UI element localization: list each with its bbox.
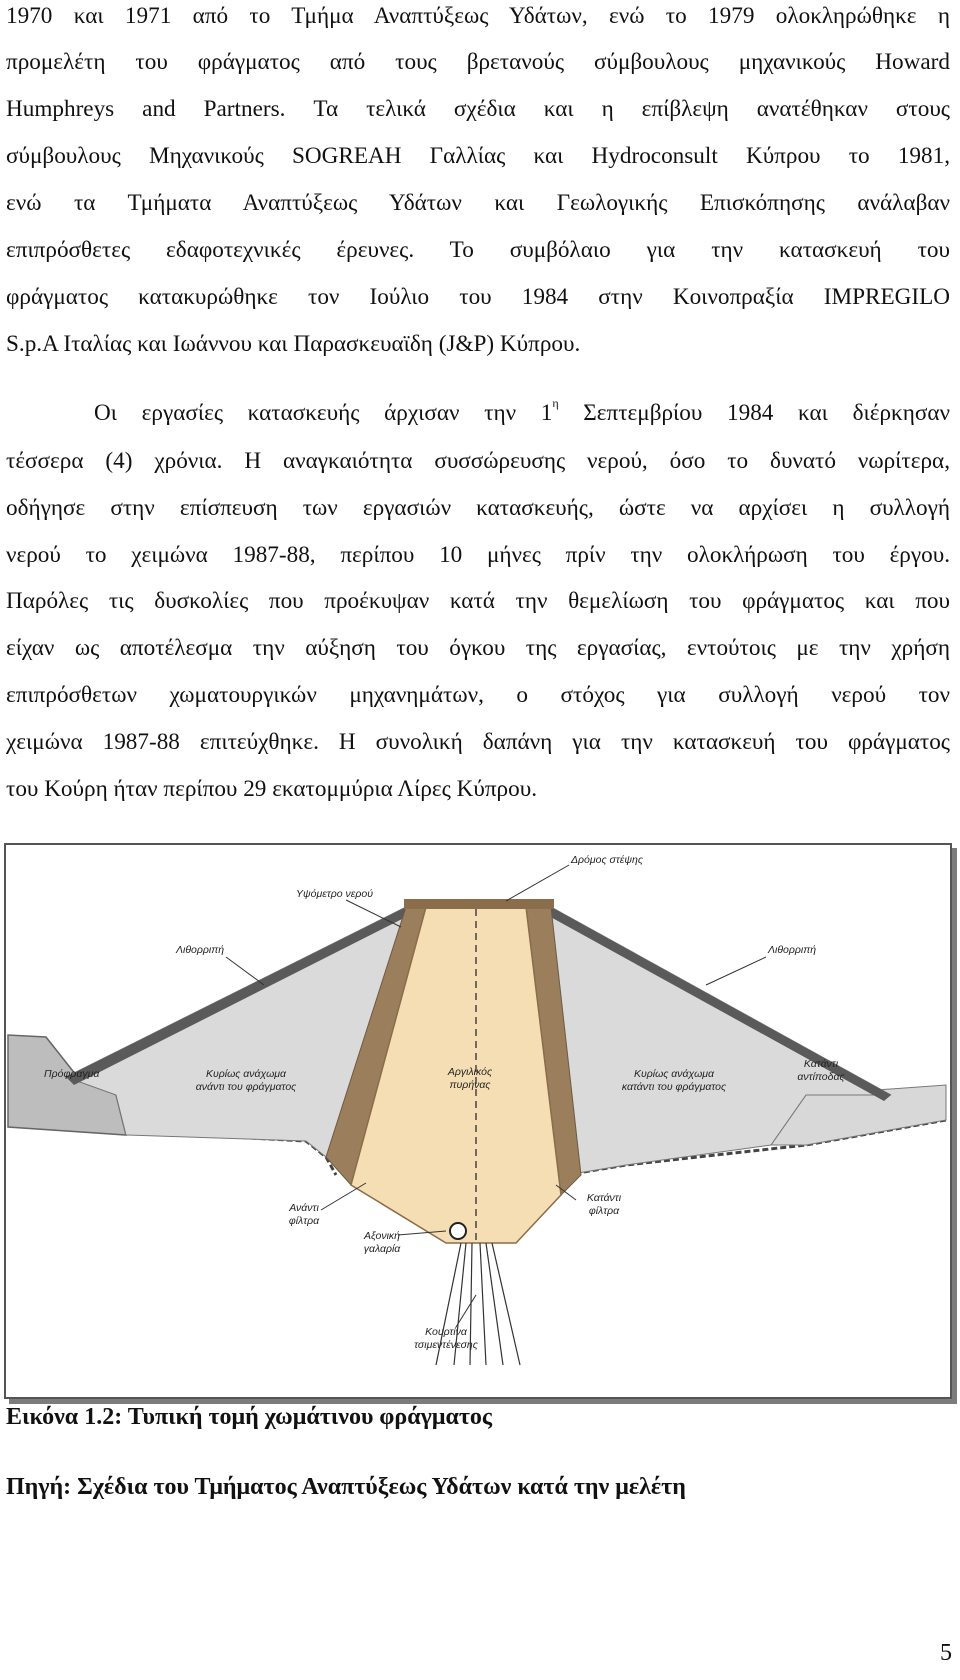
label-clay-core-1: Αργιλικός <box>447 1066 493 1078</box>
text-line: νερού το χειμώνα 1987-88, περίπου 10 μήνες πρίν την ολοκλήρωση του έργου. <box>6 542 950 568</box>
figure-source: Πηγή: Σχέδια του Τμήματος Αναπτύξεως Υδάτων κατά την μελέτη <box>6 1474 686 1500</box>
label-toe-1: Κατάντι <box>803 1058 839 1070</box>
crest-road <box>404 899 554 909</box>
label-riprap-left: Λιθορριπή <box>176 944 225 956</box>
label-clay-core-2: πυρήνας <box>449 1079 491 1091</box>
page-number: 5 <box>940 1640 952 1666</box>
text-line: επιπρόσθετες εδαφοτεχνικές έρευνες. Το συμβόλαιο για την κατασκευή του <box>6 237 950 263</box>
text-line: είχαν ως αποτέλεσμα την αύξηση του όγκου της εργασίας, εντούτοις με την χρήση <box>6 635 950 661</box>
label-downstream-fill-1: Κυρίως ανάχωμα <box>633 1068 715 1080</box>
text-line: επιπρόσθετων χωματουργικών μηχανημάτων, ο στόχος για συλλογή νερού τον <box>6 682 950 708</box>
text-line: ενώ τα Τμήματα Αναπτύξεως Υδάτων και Γεωλογικής Επισκόπησης ανάλαβαν <box>6 190 950 216</box>
text-line: οδήγησε στην επίσπευση των εργασιών κατασκευής, ώστε να αρχίσει η συλλογή <box>6 495 950 521</box>
label-filter-down-2: φίλτρα <box>588 1205 620 1217</box>
label-curtain-2: τσιμεντένεσης <box>414 1339 478 1351</box>
axial-gallery <box>450 1223 466 1239</box>
text-line: Παρόλες τις δυσκολίες που προέκυψαν κατά την θεμελίωση του φράγματος και που <box>6 588 950 614</box>
dam-diagram <box>6 845 950 1397</box>
label-upstream-fill-2: ανάντι του φράγματος <box>195 1081 297 1093</box>
text-line: Humphreys and Partners. Τα τελικά σχέδια και η επίβλεψη ανατέθηκαν στους <box>6 96 950 122</box>
text-line: S.p.A Ιταλίας και Ιωάννου και Παρασκευαϊδη (J&P) Κύπρου. <box>6 331 581 357</box>
label-crest-road: Δρόμος στέψης <box>571 854 643 866</box>
text-line: σύμβουλους Μηχανικούς SOGREAH Γαλλίας και Hydroconsult Κύπρου το 1981, <box>6 143 950 169</box>
label-downstream-fill-2: κατάντι του φράγματος <box>621 1081 727 1093</box>
text-line: χειμώνα 1987-88 επιτεύχθηκε. Η συνολική δαπάνη για την κατασκευή του φράγματος <box>6 729 950 755</box>
figure-caption: Εικόνα 1.2: Τυπική τομή χωμάτινου φράγματος <box>6 1404 493 1430</box>
text-line: 1970 και 1971 από το Τμήμα Αναπτύξεως Υδάτων, ενώ το 1979 ολοκληρώθηκε η <box>6 3 950 29</box>
text-line-first <box>94 398 950 428</box>
text-line: φράγματος κατακυρώθηκε τον Ιούλιο του 1984 στην Κοινοπραξία IMPREGILO <box>6 284 950 310</box>
label-gallery-1: Αξονική <box>363 1230 401 1242</box>
figure-frame <box>4 843 952 1399</box>
label-toe-2: αντίποδας <box>797 1071 845 1083</box>
label-filter-up-2: φίλτρα <box>288 1215 320 1227</box>
label-upstream-fill-1: Κυρίως ανάχωμα <box>205 1068 287 1080</box>
label-filter-down-1: Κατάντι <box>586 1192 622 1204</box>
text-line: προμελέτη του φράγματος από τους βρετανούς σύμβουλους μηχανικούς Howard <box>6 49 950 75</box>
text-segment: Σεπτεμβρίου 1984 και διέρκησαν <box>558 400 950 426</box>
label-cofferdam: Πρόφραγμα <box>44 1068 100 1080</box>
label-curtain-1: Κουρτίνα <box>425 1326 467 1338</box>
text-line: του Κούρη ήταν περίπου 29 εκατομμύρια Λίρες Κύπρου. <box>6 776 538 802</box>
label-water-level: Υψόμετρο νερού <box>296 888 374 900</box>
label-gallery-2: γαλαρία <box>363 1243 401 1255</box>
label-filter-up-1: Ανάντι <box>289 1202 319 1214</box>
text-segment: Οι εργασίες κατασκευής άρχισαν την 1 <box>94 400 553 426</box>
label-riprap-right: Λιθορριπή <box>768 944 817 956</box>
ordinal-superscript: η <box>552 396 559 411</box>
dam-cross-section-figure <box>4 843 952 1399</box>
text-line: τέσσερα (4) χρόνια. Η αναγκαιότητα συσσώρευσης νερού, όσο το δυνατό νωρίτερα, <box>6 448 950 474</box>
